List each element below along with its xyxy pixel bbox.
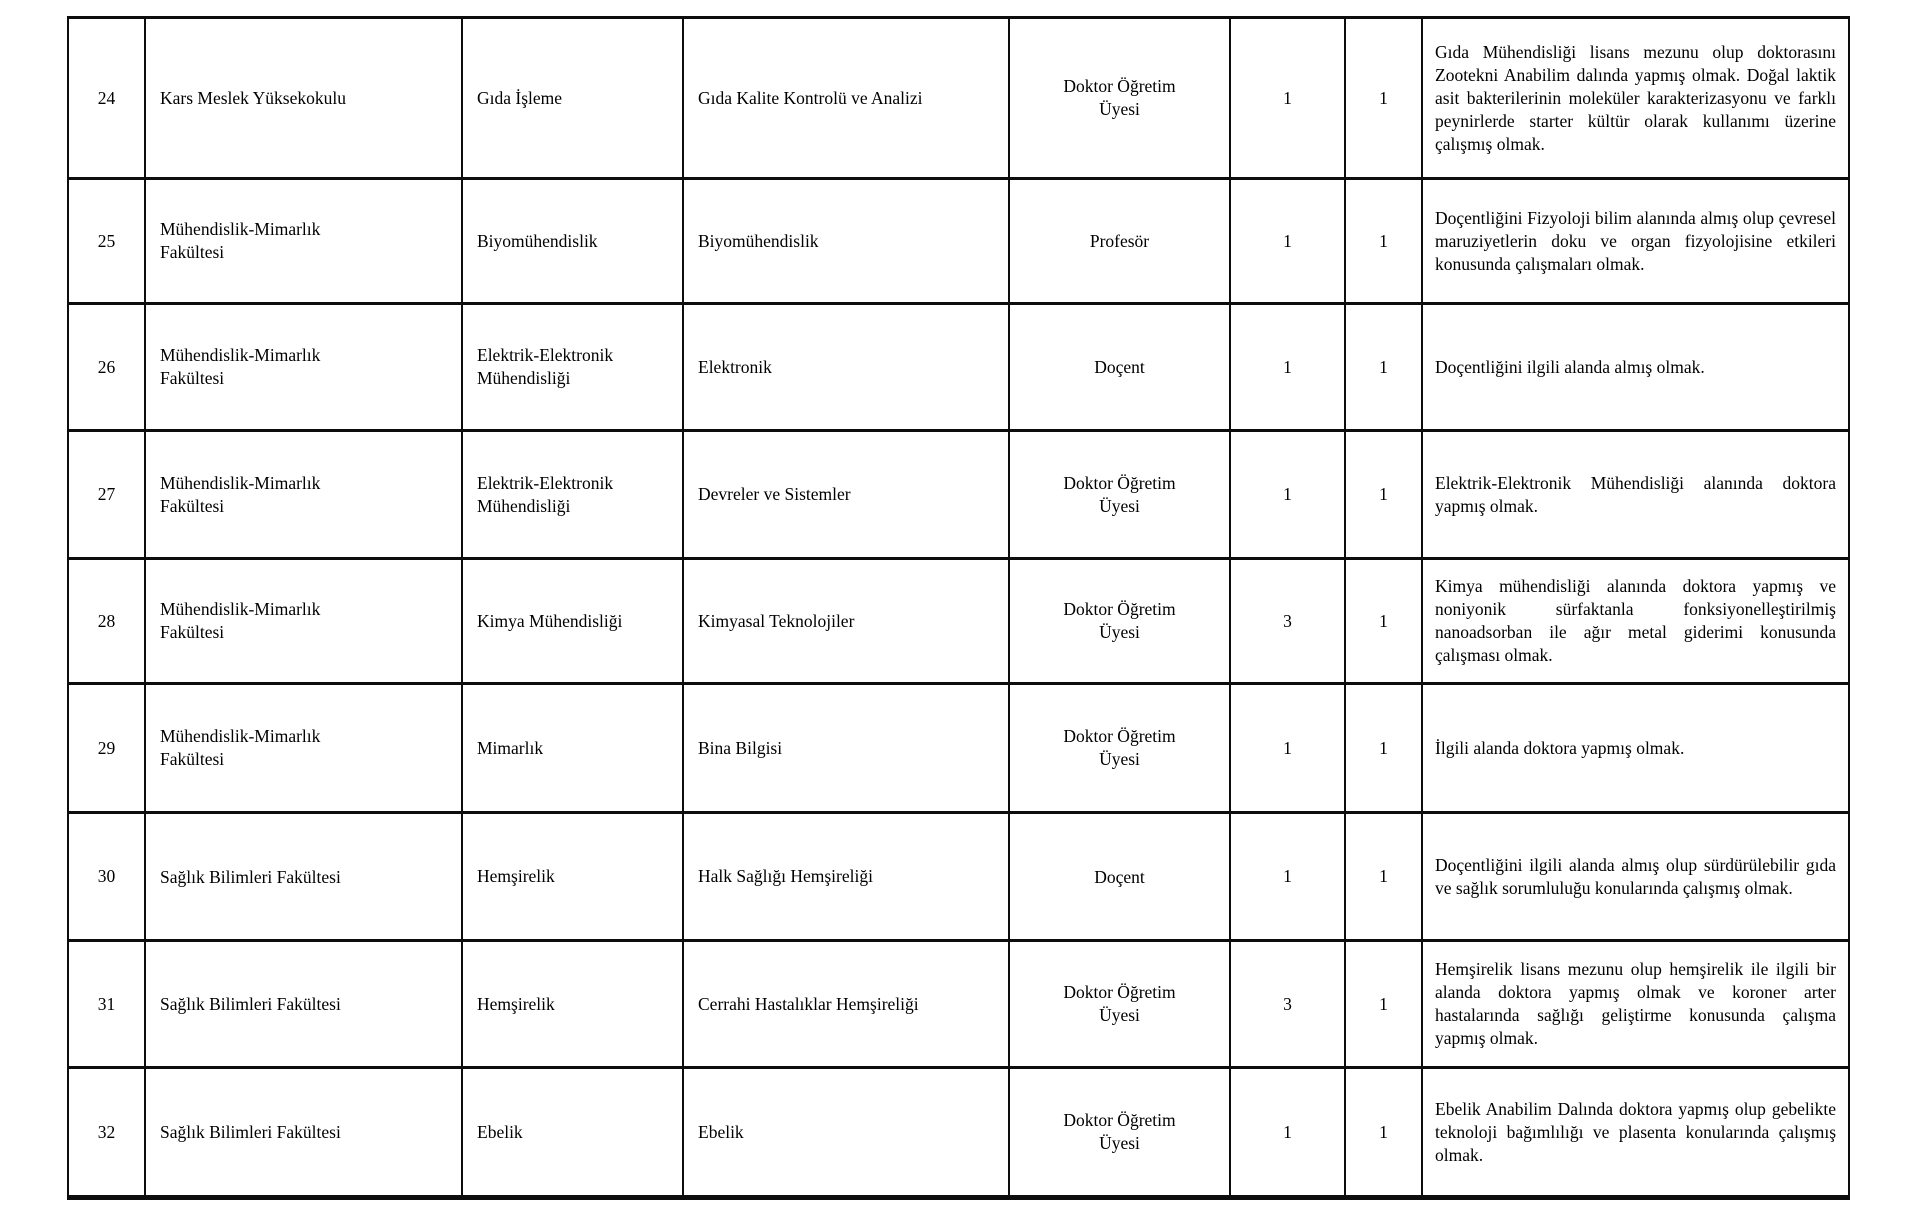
cell-count: 1 xyxy=(1230,1068,1345,1198)
table-row xyxy=(68,1068,1849,1198)
title-text: Doçent xyxy=(1094,357,1145,378)
cell-title xyxy=(1009,179,1230,304)
cell-description: Ebelik Anabilim Dalında doktora yapmış olup gebelikte teknoloji bağımlılığı ve plasenta konularında çalışmış olmak. xyxy=(1422,1068,1849,1198)
cell-degree: 1 xyxy=(1345,18,1422,179)
cell-unit xyxy=(145,941,462,1068)
cell-row-number: 29 xyxy=(68,684,145,813)
title-text: Doktor Öğretim Üyesi xyxy=(1063,982,1176,1025)
cell-description: Elektrik-Elektronik Mühendisliği alanında doktora yapmış olmak. xyxy=(1422,431,1849,559)
title-text: Doktor Öğretim Üyesi xyxy=(1063,599,1176,642)
table-row xyxy=(68,431,1849,559)
title-text: Doktor Öğretim Üyesi xyxy=(1063,1110,1176,1153)
unit-text: Mühendislik-Mimarlık Fakültesi xyxy=(160,219,321,262)
cell-department: Elektrik-Elektronik Mühendisliği xyxy=(462,304,683,431)
cell-program: Cerrahi Hastalıklar Hemşireliği xyxy=(683,941,1009,1068)
cell-row-number: 31 xyxy=(68,941,145,1068)
title-text: Profesör xyxy=(1089,231,1150,252)
cell-description: Hemşirelik lisans mezunu olup hemşirelik ile ilgili bir alanda doktora yapmış olmak ve koroner arter hastalarında sağlığı geliştirme konusunda çalışma yapmış olmak. xyxy=(1422,941,1849,1068)
positions-table xyxy=(67,16,1850,1200)
cell-department: Kimya Mühendisliği xyxy=(462,559,683,684)
cell-row-number: 24 xyxy=(68,18,145,179)
cell-title xyxy=(1009,813,1230,941)
cell-title xyxy=(1009,431,1230,559)
title-text: Doçent xyxy=(1094,866,1145,887)
title-text: Doktor Öğretim Üyesi xyxy=(1063,472,1176,516)
cell-description: Doçentliğini ilgili alanda almış olmak. xyxy=(1422,304,1849,431)
cell-department: Gıda İşleme xyxy=(462,18,683,179)
cell-count: 1 xyxy=(1230,813,1345,941)
cell-row-number: 30 xyxy=(68,813,145,941)
cell-degree: 1 xyxy=(1345,813,1422,941)
cell-unit xyxy=(145,559,462,684)
cell-count: 1 xyxy=(1230,684,1345,813)
unit-text: Sağlık Bilimleri Fakültesi xyxy=(160,1122,341,1143)
cell-program: Kimyasal Teknolojiler xyxy=(683,559,1009,684)
cell-count: 1 xyxy=(1230,431,1345,559)
cell-program: Biyomühendislik xyxy=(683,179,1009,304)
table-row xyxy=(68,18,1849,179)
cell-unit xyxy=(145,813,462,941)
cell-unit xyxy=(145,431,462,559)
table-row xyxy=(68,304,1849,431)
cell-unit xyxy=(145,18,462,179)
cell-description: Doçentliğini ilgili alanda almış olup sürdürülebilir gıda ve sağlık sorumluluğu konularında çalışmış olmak. xyxy=(1422,813,1849,941)
unit-text: Mühendislik-Mimarlık Fakültesi xyxy=(160,472,321,516)
cell-unit xyxy=(145,684,462,813)
cell-department: Ebelik xyxy=(462,1068,683,1198)
cell-title xyxy=(1009,18,1230,179)
cell-title xyxy=(1009,1068,1230,1198)
table-row xyxy=(68,813,1849,941)
cell-description: İlgili alanda doktora yapmış olmak. xyxy=(1422,684,1849,813)
cell-description: Kimya mühendisliği alanında doktora yapmış ve noniyonik sürfaktanla fonksiyonelleştirilmiş nanoadsorban ile ağır metal giderimi konusunda çalışması olmak. xyxy=(1422,559,1849,684)
cell-unit xyxy=(145,1068,462,1198)
cell-unit xyxy=(145,179,462,304)
cell-degree: 1 xyxy=(1345,559,1422,684)
cell-count: 1 xyxy=(1230,18,1345,179)
cell-program: Devreler ve Sistemler xyxy=(683,431,1009,559)
unit-text: Sağlık Bilimleri Fakültesi xyxy=(160,866,341,887)
cell-program: Halk Sağlığı Hemşireliği xyxy=(683,813,1009,941)
title-text: Doktor Öğretim Üyesi xyxy=(1063,726,1176,769)
cell-row-number: 25 xyxy=(68,179,145,304)
unit-text: Sağlık Bilimleri Fakültesi xyxy=(160,994,341,1015)
cell-row-number: 28 xyxy=(68,559,145,684)
cell-title xyxy=(1009,684,1230,813)
cell-degree: 1 xyxy=(1345,684,1422,813)
cell-count: 3 xyxy=(1230,559,1345,684)
cell-title xyxy=(1009,559,1230,684)
cell-program: Bina Bilgisi xyxy=(683,684,1009,813)
cell-description: Gıda Mühendisliği lisans mezunu olup doktorasını Zootekni Anabilim dalında yapmış olmak. Doğal laktik asit bakterilerinin moleküler karakterizasyonu ve farklı peynirlerde starter kültür olarak kullanımı üzerine çalışmış olmak. xyxy=(1422,18,1849,179)
cell-program: Gıda Kalite Kontrolü ve Analizi xyxy=(683,18,1009,179)
cell-department: Hemşirelik xyxy=(462,813,683,941)
table-row xyxy=(68,941,1849,1068)
cell-department: Hemşirelik xyxy=(462,941,683,1068)
unit-text: Mühendislik-Mimarlık Fakültesi xyxy=(160,726,321,769)
cell-degree: 1 xyxy=(1345,304,1422,431)
unit-text: Kars Meslek Yüksekokulu xyxy=(160,88,346,109)
cell-program: Elektronik xyxy=(683,304,1009,431)
table-row xyxy=(68,559,1849,684)
table-row xyxy=(68,179,1849,304)
cell-count: 1 xyxy=(1230,304,1345,431)
cell-count: 1 xyxy=(1230,179,1345,304)
unit-text: Mühendislik-Mimarlık Fakültesi xyxy=(160,599,321,642)
cell-count: 3 xyxy=(1230,941,1345,1068)
cell-department: Elektrik-Elektronik Mühendisliği xyxy=(462,431,683,559)
table-row xyxy=(68,684,1849,813)
cell-department: Mimarlık xyxy=(462,684,683,813)
cell-row-number: 26 xyxy=(68,304,145,431)
cell-degree: 1 xyxy=(1345,941,1422,1068)
cell-degree: 1 xyxy=(1345,179,1422,304)
cell-title xyxy=(1009,304,1230,431)
cell-row-number: 27 xyxy=(68,431,145,559)
cell-program: Ebelik xyxy=(683,1068,1009,1198)
cell-title xyxy=(1009,941,1230,1068)
unit-text: Mühendislik-Mimarlık Fakültesi xyxy=(160,345,321,388)
cell-degree: 1 xyxy=(1345,431,1422,559)
cell-department: Biyomühendislik xyxy=(462,179,683,304)
cell-row-number: 32 xyxy=(68,1068,145,1198)
cell-description: Doçentliğini Fizyoloji bilim alanında almış olup çevresel maruziyetlerin doku ve organ fizyolojisine etkileri konusunda çalışmaları olmak. xyxy=(1422,179,1849,304)
title-text: Doktor Öğretim Üyesi xyxy=(1063,76,1176,119)
cell-unit xyxy=(145,304,462,431)
cell-degree: 1 xyxy=(1345,1068,1422,1198)
